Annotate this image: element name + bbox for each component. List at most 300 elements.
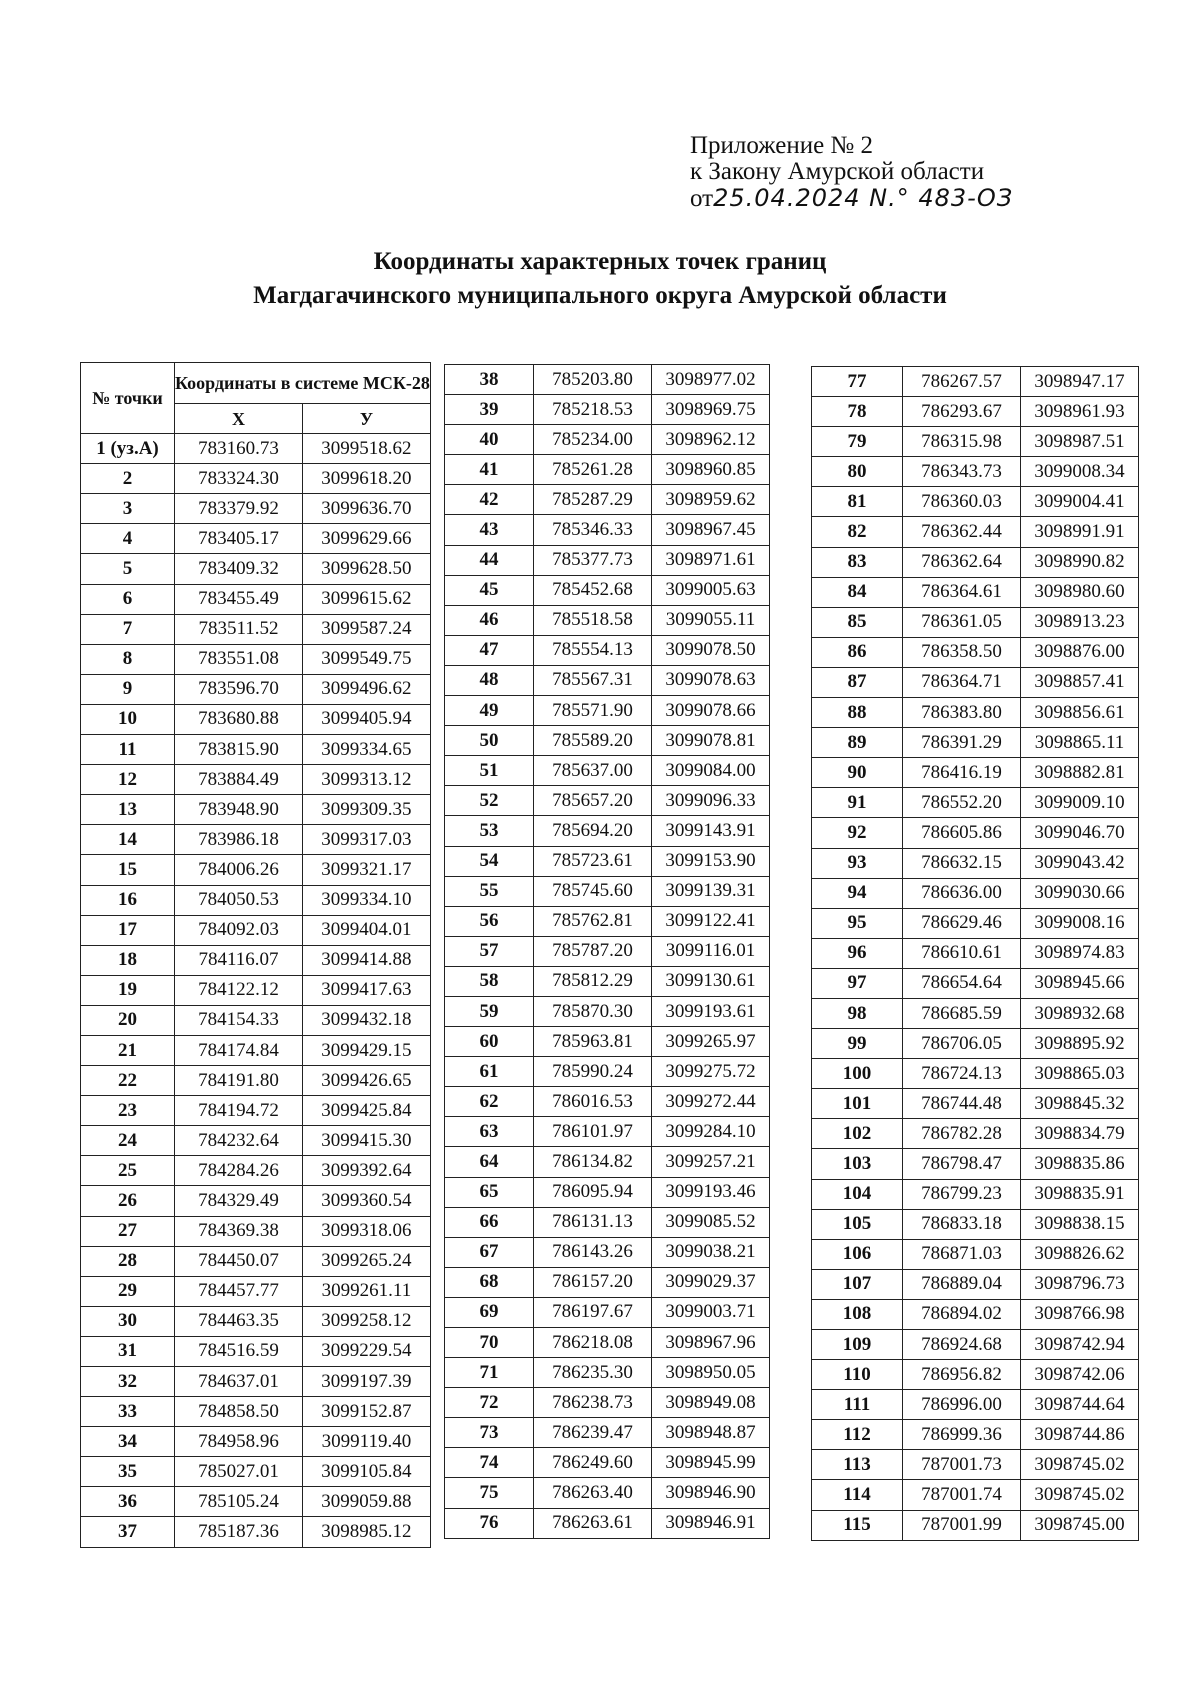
table-row — [445, 1207, 770, 1237]
point-number: 77 — [812, 367, 903, 397]
table-row — [812, 1149, 1139, 1179]
coord-y: 3098967.96 — [652, 1328, 770, 1358]
coord-x: 785963.81 — [534, 1027, 652, 1057]
table-row — [81, 674, 431, 704]
point-number: 53 — [445, 816, 534, 846]
coord-x: 783160.73 — [175, 434, 303, 464]
coord-x: 784450.07 — [175, 1246, 303, 1276]
table-row — [81, 1246, 431, 1276]
point-number: 3 — [81, 494, 175, 524]
point-number: 113 — [812, 1450, 903, 1480]
table-row — [812, 637, 1139, 667]
coord-y: 3099318.06 — [302, 1216, 430, 1246]
coord-x: 786383.80 — [903, 698, 1021, 728]
coord-x: 786924.68 — [903, 1330, 1021, 1360]
point-number: 67 — [445, 1237, 534, 1267]
point-number: 41 — [445, 455, 534, 485]
point-number: 58 — [445, 966, 534, 996]
coord-y: 3098959.62 — [652, 485, 770, 515]
coord-y: 3098865.03 — [1021, 1059, 1139, 1089]
coord-y: 3098932.68 — [1021, 998, 1139, 1028]
table-row — [445, 395, 770, 425]
point-number: 99 — [812, 1029, 903, 1059]
point-number: 10 — [81, 704, 175, 734]
coord-y: 3098742.06 — [1021, 1360, 1139, 1390]
point-number: 89 — [812, 728, 903, 758]
coord-x: 786782.28 — [903, 1119, 1021, 1149]
coord-x: 786134.82 — [534, 1147, 652, 1177]
coord-x: 786362.44 — [903, 517, 1021, 547]
coord-y: 3098838.15 — [1021, 1209, 1139, 1239]
coord-x: 785218.53 — [534, 395, 652, 425]
coord-y: 3098949.08 — [652, 1388, 770, 1418]
point-number: 76 — [445, 1508, 534, 1538]
coord-x: 785762.81 — [534, 906, 652, 936]
coord-x: 785787.20 — [534, 936, 652, 966]
coord-x: 783324.30 — [175, 464, 303, 494]
point-number: 93 — [812, 848, 903, 878]
coord-y: 3099629.66 — [302, 524, 430, 554]
coord-x: 784116.07 — [175, 945, 303, 975]
point-number: 13 — [81, 795, 175, 825]
table-row — [445, 1147, 770, 1177]
coord-y: 3099636.70 — [302, 494, 430, 524]
coord-x: 784516.59 — [175, 1336, 303, 1366]
coord-y: 3099392.64 — [302, 1156, 430, 1186]
table-row — [445, 876, 770, 906]
coord-y: 3099152.87 — [302, 1397, 430, 1427]
coord-x: 785287.29 — [534, 485, 652, 515]
coordinates-table-1 — [80, 362, 431, 1548]
point-number: 73 — [445, 1418, 534, 1448]
appendix-line-3 — [690, 185, 1013, 212]
coord-x: 786267.57 — [903, 367, 1021, 397]
table-row — [81, 1306, 431, 1336]
table-row — [812, 818, 1139, 848]
point-number: 109 — [812, 1330, 903, 1360]
coord-y: 3099404.01 — [302, 915, 430, 945]
table-row — [445, 756, 770, 786]
table-row — [81, 1096, 431, 1126]
coord-y: 3098950.05 — [652, 1358, 770, 1388]
table-row — [445, 425, 770, 455]
coord-y: 3099417.63 — [302, 975, 430, 1005]
table-row — [81, 1156, 431, 1186]
coord-x: 785812.29 — [534, 966, 652, 996]
coord-x: 784122.12 — [175, 975, 303, 1005]
coord-x: 786364.71 — [903, 667, 1021, 697]
coord-x: 785377.73 — [534, 545, 652, 575]
point-number: 5 — [81, 554, 175, 584]
coord-x: 785723.61 — [534, 846, 652, 876]
point-number: 17 — [81, 915, 175, 945]
point-number: 4 — [81, 524, 175, 554]
coord-y: 3098990.82 — [1021, 547, 1139, 577]
point-number: 54 — [445, 846, 534, 876]
coord-x: 784284.26 — [175, 1156, 303, 1186]
coord-x: 786706.05 — [903, 1029, 1021, 1059]
coord-y: 3098945.66 — [1021, 968, 1139, 998]
coord-x: 783884.49 — [175, 765, 303, 795]
table-row — [445, 605, 770, 635]
table-row — [812, 427, 1139, 457]
coord-y: 3099334.65 — [302, 735, 430, 765]
point-number: 25 — [81, 1156, 175, 1186]
point-number: 92 — [812, 818, 903, 848]
table-row — [445, 966, 770, 996]
coord-y: 3098946.90 — [652, 1478, 770, 1508]
coord-y: 3099321.17 — [302, 855, 430, 885]
coord-y: 3098856.61 — [1021, 698, 1139, 728]
table-row — [445, 846, 770, 876]
point-number: 28 — [81, 1246, 175, 1276]
table-row — [812, 397, 1139, 427]
table-row — [445, 1297, 770, 1327]
coord-x: 785870.30 — [534, 996, 652, 1026]
coord-y: 3099096.33 — [652, 786, 770, 816]
point-number: 106 — [812, 1239, 903, 1269]
point-number: 84 — [812, 577, 903, 607]
coord-x: 783379.92 — [175, 494, 303, 524]
point-number: 42 — [445, 485, 534, 515]
coord-y: 3099317.03 — [302, 825, 430, 855]
coord-y: 3098744.64 — [1021, 1390, 1139, 1420]
table-row — [445, 1237, 770, 1267]
table-row — [445, 1478, 770, 1508]
coord-x: 784006.26 — [175, 855, 303, 885]
table-row — [445, 936, 770, 966]
coord-y: 3099309.35 — [302, 795, 430, 825]
table-row — [81, 494, 431, 524]
coord-y: 3099043.42 — [1021, 848, 1139, 878]
table-row — [81, 975, 431, 1005]
coord-x: 784329.49 — [175, 1186, 303, 1216]
point-number: 101 — [812, 1089, 903, 1119]
table-row — [81, 524, 431, 554]
table-row — [812, 698, 1139, 728]
point-number: 26 — [81, 1186, 175, 1216]
coord-x: 784194.72 — [175, 1096, 303, 1126]
coord-x: 786894.02 — [903, 1299, 1021, 1329]
coord-y: 3098745.00 — [1021, 1510, 1139, 1540]
coord-x: 785554.13 — [534, 635, 652, 665]
coord-y: 3098766.98 — [1021, 1299, 1139, 1329]
coord-y: 3098857.41 — [1021, 667, 1139, 697]
point-number: 55 — [445, 876, 534, 906]
coord-y: 3098834.79 — [1021, 1119, 1139, 1149]
coord-y: 3098974.83 — [1021, 938, 1139, 968]
coord-x: 783511.52 — [175, 614, 303, 644]
table-row — [812, 517, 1139, 547]
table-row — [81, 704, 431, 734]
coord-x: 786361.05 — [903, 607, 1021, 637]
point-number: 2 — [81, 464, 175, 494]
coord-y: 3099122.41 — [652, 906, 770, 936]
point-number: 96 — [812, 938, 903, 968]
table-row — [812, 1089, 1139, 1119]
coord-x: 786685.59 — [903, 998, 1021, 1028]
coord-x: 786798.47 — [903, 1149, 1021, 1179]
table-row — [812, 758, 1139, 788]
table-row — [812, 1299, 1139, 1329]
coord-x: 784154.33 — [175, 1005, 303, 1035]
coord-x: 784050.53 — [175, 885, 303, 915]
point-number: 112 — [812, 1420, 903, 1450]
coord-y: 3098835.91 — [1021, 1179, 1139, 1209]
table-row — [445, 816, 770, 846]
coord-x: 786833.18 — [903, 1209, 1021, 1239]
coord-y: 3099130.61 — [652, 966, 770, 996]
table-row — [445, 996, 770, 1026]
table-row — [81, 1126, 431, 1156]
table-row — [445, 1117, 770, 1147]
point-number: 27 — [81, 1216, 175, 1246]
coord-y: 3098895.92 — [1021, 1029, 1139, 1059]
table-row — [445, 665, 770, 695]
point-number: 39 — [445, 395, 534, 425]
coord-x: 784092.03 — [175, 915, 303, 945]
coord-x: 784369.38 — [175, 1216, 303, 1246]
point-number: 103 — [812, 1149, 903, 1179]
coord-x: 786315.98 — [903, 427, 1021, 457]
coord-x: 785203.80 — [534, 365, 652, 395]
coord-x: 783948.90 — [175, 795, 303, 825]
coord-x: 785518.58 — [534, 605, 652, 635]
point-number: 15 — [81, 855, 175, 885]
point-number: 30 — [81, 1306, 175, 1336]
coord-y: 3099275.72 — [652, 1057, 770, 1087]
point-number: 90 — [812, 758, 903, 788]
coord-y: 3099059.88 — [302, 1487, 430, 1517]
coord-x: 786996.00 — [903, 1390, 1021, 1420]
table-row — [812, 968, 1139, 998]
coord-y: 3099432.18 — [302, 1005, 430, 1035]
coord-y: 3099143.91 — [652, 816, 770, 846]
coord-x: 783551.08 — [175, 644, 303, 674]
coord-y: 3099153.90 — [652, 846, 770, 876]
point-number: 111 — [812, 1390, 903, 1420]
point-number: 31 — [81, 1336, 175, 1366]
coord-x: 784191.80 — [175, 1066, 303, 1096]
table-row — [81, 1367, 431, 1397]
table-row — [445, 1448, 770, 1478]
coord-y: 3098985.12 — [302, 1517, 430, 1547]
table-row — [812, 1480, 1139, 1510]
table-row — [81, 1517, 431, 1547]
appendix-line-1: Приложение № 2 — [690, 132, 874, 159]
point-number: 32 — [81, 1367, 175, 1397]
table-row — [812, 1510, 1139, 1540]
point-number: 85 — [812, 607, 903, 637]
coord-x: 787001.74 — [903, 1480, 1021, 1510]
coord-x: 786249.60 — [534, 1448, 652, 1478]
coord-y: 3099078.66 — [652, 696, 770, 726]
coord-y: 3099261.11 — [302, 1276, 430, 1306]
point-number: 74 — [445, 1448, 534, 1478]
coord-x: 785234.00 — [534, 425, 652, 455]
coord-x: 787001.99 — [903, 1510, 1021, 1540]
table-row — [812, 728, 1139, 758]
table-row — [81, 614, 431, 644]
point-number: 6 — [81, 584, 175, 614]
coord-x: 786343.73 — [903, 457, 1021, 487]
title-line-1: Координаты характерных точек границ — [373, 248, 827, 275]
coord-x: 784457.77 — [175, 1276, 303, 1306]
point-number: 64 — [445, 1147, 534, 1177]
point-number: 20 — [81, 1005, 175, 1035]
coordinates-table-2 — [444, 364, 770, 1539]
table-row — [445, 1177, 770, 1207]
point-number: 86 — [812, 637, 903, 667]
coord-x: 784232.64 — [175, 1126, 303, 1156]
table-row — [445, 1388, 770, 1418]
point-number: 9 — [81, 674, 175, 704]
coord-y: 3099426.65 — [302, 1066, 430, 1096]
table-row — [445, 365, 770, 395]
table-row — [812, 1330, 1139, 1360]
coord-x: 784637.01 — [175, 1367, 303, 1397]
coord-y: 3099405.94 — [302, 704, 430, 734]
coord-y: 3099005.63 — [652, 575, 770, 605]
point-number: 69 — [445, 1297, 534, 1327]
point-number: 38 — [445, 365, 534, 395]
coord-y: 3099105.84 — [302, 1457, 430, 1487]
coord-x: 783815.90 — [175, 735, 303, 765]
appendix-header — [690, 133, 1013, 212]
table-row — [81, 434, 431, 464]
coord-y: 3099139.31 — [652, 876, 770, 906]
coord-y: 3099038.21 — [652, 1237, 770, 1267]
coord-x: 784463.35 — [175, 1306, 303, 1336]
point-number: 16 — [81, 885, 175, 915]
coord-x: 786235.30 — [534, 1358, 652, 1388]
coord-x: 783405.17 — [175, 524, 303, 554]
point-number: 29 — [81, 1276, 175, 1306]
point-number: 110 — [812, 1360, 903, 1390]
table-row — [812, 367, 1139, 397]
table-row — [812, 577, 1139, 607]
coord-x: 786263.61 — [534, 1508, 652, 1538]
coord-y: 3099193.46 — [652, 1177, 770, 1207]
coord-x: 785567.31 — [534, 665, 652, 695]
table-row — [445, 545, 770, 575]
header-y: У — [302, 404, 430, 434]
point-number: 57 — [445, 936, 534, 966]
table-row — [445, 696, 770, 726]
coord-y: 3099587.24 — [302, 614, 430, 644]
point-number: 75 — [445, 1478, 534, 1508]
coord-y: 3099078.81 — [652, 726, 770, 756]
coord-y: 3098876.00 — [1021, 637, 1139, 667]
table-row — [812, 938, 1139, 968]
table-row — [81, 945, 431, 975]
coord-y: 3099046.70 — [1021, 818, 1139, 848]
point-number: 62 — [445, 1087, 534, 1117]
table-row — [445, 515, 770, 545]
coord-y: 3099257.21 — [652, 1147, 770, 1177]
table-row — [812, 908, 1139, 938]
point-number: 79 — [812, 427, 903, 457]
table-row — [445, 786, 770, 816]
point-number: 33 — [81, 1397, 175, 1427]
coord-x: 786360.03 — [903, 487, 1021, 517]
coord-y: 3098980.60 — [1021, 577, 1139, 607]
coord-y: 3099078.50 — [652, 635, 770, 665]
coord-y: 3099008.34 — [1021, 457, 1139, 487]
coord-x: 786197.67 — [534, 1297, 652, 1327]
table-row — [812, 667, 1139, 697]
table-row — [81, 1035, 431, 1065]
coord-x: 785637.00 — [534, 756, 652, 786]
coord-x: 786101.97 — [534, 1117, 652, 1147]
handwritten-date-number: 25.04.2024 N.° 483-ОЗ — [713, 184, 1014, 212]
coord-y: 3099615.62 — [302, 584, 430, 614]
header-point-number: № точки — [81, 363, 175, 434]
coord-x: 784858.50 — [175, 1397, 303, 1427]
coord-x: 786799.23 — [903, 1179, 1021, 1209]
point-number: 37 — [81, 1517, 175, 1547]
title-line-2: Магдагачинского муниципального округа Амурской области — [253, 282, 947, 309]
coord-x: 786636.00 — [903, 878, 1021, 908]
coord-x: 785261.28 — [534, 455, 652, 485]
coordinates-table-3 — [811, 366, 1139, 1541]
point-number: 72 — [445, 1388, 534, 1418]
coord-y: 3099496.62 — [302, 674, 430, 704]
table-row — [81, 1397, 431, 1427]
coord-y: 3099193.61 — [652, 996, 770, 1026]
table-row — [812, 1390, 1139, 1420]
table-row — [445, 906, 770, 936]
coord-y: 3098945.99 — [652, 1448, 770, 1478]
coord-x: 786956.82 — [903, 1360, 1021, 1390]
point-number: 81 — [812, 487, 903, 517]
coord-x: 786724.13 — [903, 1059, 1021, 1089]
point-number: 22 — [81, 1066, 175, 1096]
table-row — [812, 848, 1139, 878]
point-number: 34 — [81, 1427, 175, 1457]
table-row — [81, 1066, 431, 1096]
coord-y: 3098960.85 — [652, 455, 770, 485]
coord-x: 785990.24 — [534, 1057, 652, 1087]
point-number: 80 — [812, 457, 903, 487]
point-number: 7 — [81, 614, 175, 644]
header-x: X — [175, 404, 303, 434]
coord-x: 786218.08 — [534, 1328, 652, 1358]
point-number: 108 — [812, 1299, 903, 1329]
point-number: 100 — [812, 1059, 903, 1089]
coord-y: 3099004.41 — [1021, 487, 1139, 517]
point-number: 107 — [812, 1269, 903, 1299]
coord-x: 786293.67 — [903, 397, 1021, 427]
coord-x: 786263.40 — [534, 1478, 652, 1508]
coord-x: 786131.13 — [534, 1207, 652, 1237]
point-number: 35 — [81, 1457, 175, 1487]
coord-y: 3098796.73 — [1021, 1269, 1139, 1299]
coord-x: 786239.47 — [534, 1418, 652, 1448]
point-number: 97 — [812, 968, 903, 998]
coord-y: 3099085.52 — [652, 1207, 770, 1237]
point-number: 11 — [81, 735, 175, 765]
coord-x: 785452.68 — [534, 575, 652, 605]
table-row — [81, 1216, 431, 1246]
table-row — [81, 644, 431, 674]
point-number: 14 — [81, 825, 175, 855]
coord-y: 3099265.97 — [652, 1027, 770, 1057]
coord-y: 3099518.62 — [302, 434, 430, 464]
coord-y: 3099116.01 — [652, 936, 770, 966]
point-number: 78 — [812, 397, 903, 427]
coord-x: 785346.33 — [534, 515, 652, 545]
